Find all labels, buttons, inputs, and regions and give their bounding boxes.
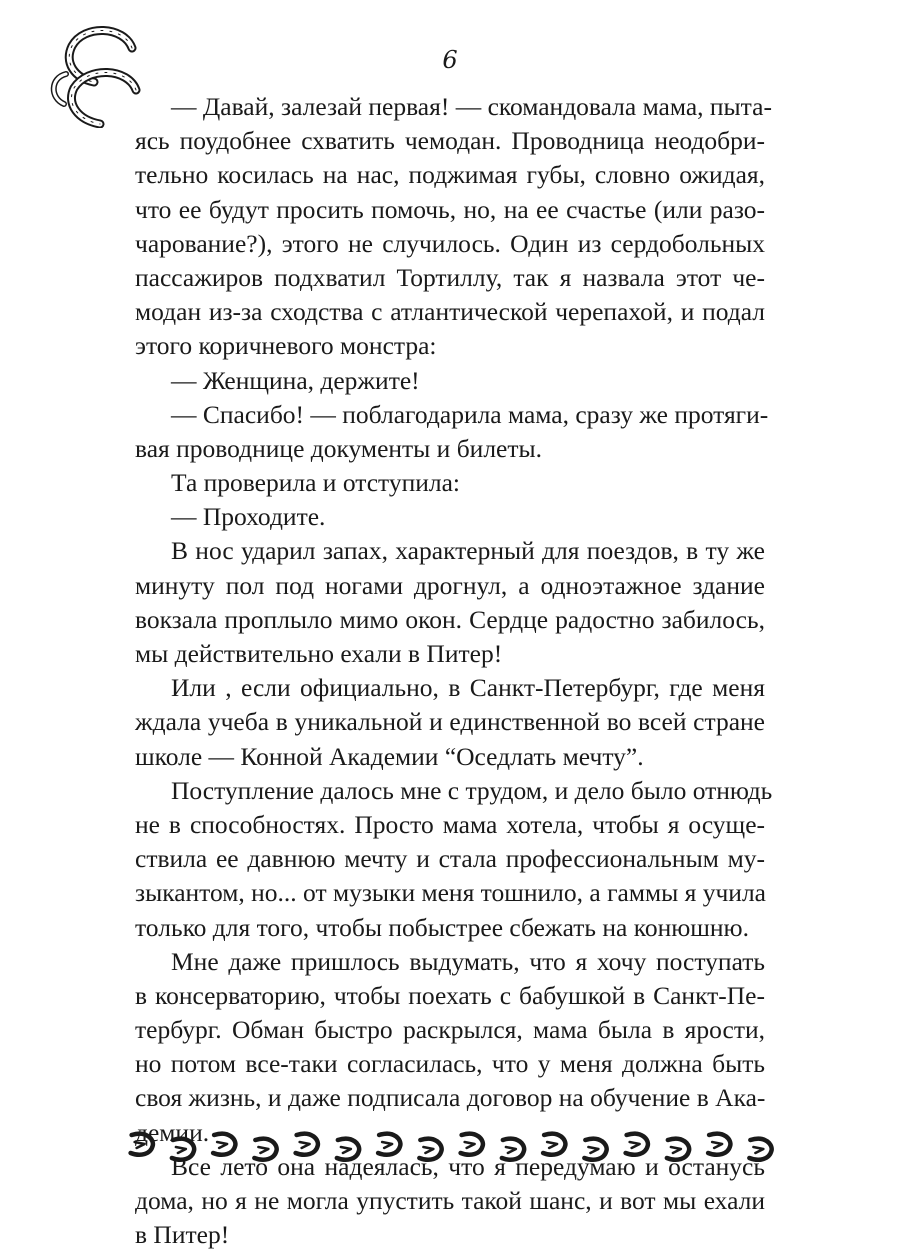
text-line: ясь поудобнее схватить чемодан. Проводница неодобри- xyxy=(135,126,765,156)
text-line: пассажиров подхватил Тортиллу, так я назвала этот че- xyxy=(135,262,765,292)
text-line: что ее будут просить помочь, но, на ее счастье (или разо- xyxy=(135,194,765,224)
text-line: чарование?), этого не случилось. Один из сердобольных xyxy=(135,228,765,258)
text-line: модан из-за сходства с атлантической черепахой, и подал xyxy=(135,297,765,327)
text-line: тельно косилась на нас, поджимая губы, словно ожидая, xyxy=(135,160,765,190)
text-line: Мне даже пришлось выдумать, что я хочу поступать xyxy=(171,946,765,976)
text-line: вокзала проплыло мимо окон. Сердце радостно забилось, xyxy=(135,604,765,634)
text-line: — Спасибо! — поблагодарила мама, сразу же протяги- xyxy=(171,399,769,429)
text-line: Или , если официально, в Санкт-Петербург, где меня xyxy=(171,673,765,703)
small-horseshoe-icon xyxy=(213,1134,235,1155)
small-horseshoe-icon xyxy=(378,1134,400,1155)
small-horseshoe-icon xyxy=(749,1139,771,1160)
text-line: Та проверила и отступила: xyxy=(171,468,460,498)
text-line: вая проводнице документы и билеты. xyxy=(135,433,543,463)
text-line: — Давай, залезай первая! — скомандовала мама, пыта- xyxy=(171,92,772,121)
small-horseshoe-icon xyxy=(419,1139,441,1160)
text-line: но потом все-таки согласилась, что у меня должна быть xyxy=(135,1049,765,1079)
small-horseshoe-icon xyxy=(543,1134,565,1155)
small-horseshoe-icon xyxy=(254,1139,276,1160)
text-line: зыкантом, но... от музыки меня тошнило, а гаммы я учила xyxy=(135,878,767,908)
small-horseshoe-icon xyxy=(708,1134,730,1155)
text-line: школе — Конной Академии “Оседлать мечту”. xyxy=(135,741,644,771)
text-line: — Проходите. xyxy=(171,502,326,532)
small-horseshoe-icon xyxy=(172,1139,194,1160)
text-line: своя жизнь, и даже подписала договор на обучение в Ака- xyxy=(135,1083,766,1113)
small-horseshoe-icon xyxy=(461,1134,483,1155)
text-line: Поступление далось мне с трудом, и дело было отнюдь xyxy=(171,775,773,805)
text-line: дома, но я не могла упустить такой шанс, и вот мы ехали xyxy=(135,1186,765,1215)
text-line: мы действительно ехали в Питер! xyxy=(135,639,503,668)
small-horseshoe-icon xyxy=(502,1139,524,1160)
small-horseshoe-icon xyxy=(626,1134,648,1155)
text-line: в консерваторию, чтобы поехать с бабушкой в Санкт-Пе- xyxy=(135,980,765,1010)
text-line: в Питер! xyxy=(135,1220,230,1250)
horseshoe-border-icon xyxy=(120,1124,780,1168)
text-line: ждала учеба в уникальной и единственной во всей стране xyxy=(135,707,765,737)
small-horseshoe-icon xyxy=(667,1139,689,1160)
text-line: ствила ее давнюю мечту и стала профессиональным му- xyxy=(135,844,765,874)
text-line: демии. xyxy=(135,1117,210,1147)
small-horseshoe-icon xyxy=(337,1139,359,1160)
text-line: минуту пол под ногами дрогнул, а одноэтажное здание xyxy=(135,570,765,600)
body-text xyxy=(135,90,773,1252)
small-horseshoe-icon xyxy=(296,1134,318,1155)
small-horseshoe-icon xyxy=(584,1139,606,1160)
text-line: — Женщина, держите! xyxy=(171,365,420,395)
text-line: В нос ударил запах, характерный для поездов, в ту же xyxy=(171,536,765,566)
small-horseshoe-icon xyxy=(131,1134,153,1155)
text-line: Все лето она надеялась, что я передумаю и останусь xyxy=(171,1151,765,1181)
page-number: 6 xyxy=(442,46,458,74)
text-line: тербург. Обман быстро раскрылся, мама была в ярости, xyxy=(135,1015,765,1045)
text-line: не в способностях. Просто мама хотела, чтобы я осуще- xyxy=(135,809,765,839)
text-line: только для того, чтобы побыстрее сбежать на конюшню. xyxy=(135,912,749,942)
text-line: этого коричневого монстра: xyxy=(135,331,437,361)
